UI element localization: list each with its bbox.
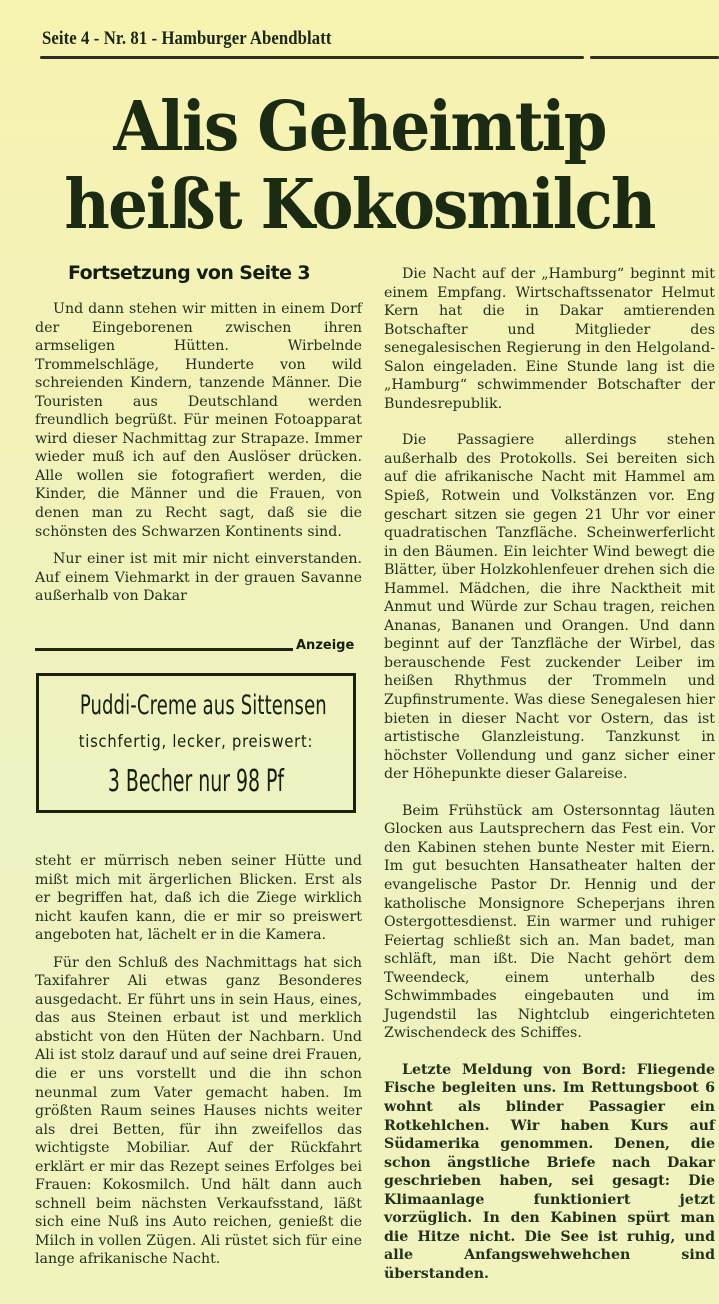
paragraph: Beim Frühstück am Ostersonntag läuten Glocken aus Lautsprechern das Fest ein. Vor den Kabinen stehen bunte Nester mit Eiern. Im gut besuchten Hansatheater halten der evangelische Pastor Dr. Hennig und der katholische Monsignore Scheperjans ihren Ostergottesdienst. Ein warmer und ruhiger Feiertag schließt sich an. Man badet, man schläft, man ißt. Die Nacht gehört dem Tweendeck, einem unterhalb des Schwimmbades eingebauten und im Jugendstil las Nightclub eingerichteten Zwischendeck des Schiffes. xyxy=(384,802,715,1042)
ad-price-line: 3 Becher nur 98 Pf xyxy=(107,764,285,799)
paragraph: steht er mürrisch neben seiner Hütte und mißt mich mit ärgerlichen Blicken. Erst als er begriffen hat, daß ich die Ziege wirklich nicht kaufen kann, die er mir so preiswert angeboten hat, lächelt er in die Kamera. xyxy=(35,853,362,944)
paragraph: Die Passagiere allerdings stehen außerhalb des Protokolls. Sei bereiten sich auf die afrikanische Nacht mit Hammel am Spieß, Rotwein und Volkstänzen vor. Eng geschart sitzen sie gegen 21 Uhr vor einer quadratischen Tanzfläche. Scheinwerferlicht in den Bäumen. Ein leichter Wind bewegt die Blätter, über Holzkohlenfeuer drehen sich die Hammel. Mädchen, die ihre Nacktheit mit Anmut und Würde zur Schau tragen, reichen Ananas, Bananen und Orangen. Und dann beginnt auf der Tanzfläche der Wirbel, das berauschende Fest zuckender Leiber im heißen Rhythmus der Trommeln und Zupfinstrumente. Was diese Senegalesen hier bieten in dieser Nacht vor Ostern, das ist artistische Glanzleistung. Tanzkunst in höchster Vollendung und ganz sicher einer der Höhepunkte dieser Galareise. xyxy=(384,432,715,783)
ad-label: Anzeige xyxy=(296,638,355,653)
headline-line-1: Alis Geheimtip xyxy=(113,87,606,167)
right-column xyxy=(384,265,715,1283)
paragraph: Nur einer ist mit mir nicht einverstanden. Auf einem Viehmarkt in der grauen Savanne außerhalb von Dakar xyxy=(35,551,362,605)
left-column-top xyxy=(35,300,362,606)
masthead-rule xyxy=(40,56,584,59)
last-news-paragraph: Letzte Meldung von Bord: Fliegende Fische begleiten uns. Im Rettungsboot 6 wohnt als blinder Passagier ein Rotkehlchen. Wir haben Kurs auf Südamerika genommen. Denen, die schon ängstliche Briefe nach Dakar geschrieben haben, sei gesagt: Die Klimaanlage funktioniert jetzt vorzüglich. In den Kabinen spürt man die Hitze nicht. Die See ist ruhig, und alle Anfangswehwehchen sind überstanden. xyxy=(384,1061,715,1282)
ad-divider-rule xyxy=(35,648,293,651)
paragraph: Für den Schluß des Nachmittags hat sich Taxifahrer Ali etwas ganz Besonderes ausgedacht. Er führt uns in sein Haus, eines, das aus Steinen erbaut ist und merklich absticht von den Hüten der Nachbarn. Und Ali ist stolz darauf und auf seine drei Frauen, die er uns vorstellt und die ihn schon neunmal zum Vater gemacht haben. Im größten Raum seines Hauses nichts weiter als drei Betten, für ihn zweifellos das wichtigste Mobiliar. Auf der Rückfahrt erklärt er mir das Rezept seines Erfolges bei Frauen: Kokosmilch. Und hält dann auch schnell beim nächsten Verkaufsstand, läßt sich eine Nuß ins Auto reichen, genießt die Milch in vollen Zügen. Ali rüstet sich für eine lange afrikanische Nacht. xyxy=(35,954,362,1268)
ad-slogan-line: tischfertig, lecker, preiswert: xyxy=(78,732,314,752)
advertisement-box xyxy=(36,673,356,813)
ad-product-line: Puddi-Creme aus Sittensen xyxy=(79,690,327,721)
headline xyxy=(0,88,719,244)
subhead: Fortsetzung von Seite 3 xyxy=(68,262,310,284)
masthead: Seite 4 - Nr. 81 - Hamburger Abendblatt xyxy=(42,28,332,49)
left-column-bottom xyxy=(35,852,362,1269)
paragraph: Die Nacht auf der „Hamburg“ beginnt mit einem Empfang. Wirtschaftssenator Helmut Kern hat die in Dakar amtierenden Botschafter und Mitglieder des senegalesischen Regierung in den Helgoland-Salon eingeladen. Eine Stunde lang ist die „Hamburg“ schwimmender Botschafter der Bundesrepublik. xyxy=(384,266,715,412)
headline-line-2: heißt Kokosmilch xyxy=(64,165,655,245)
paragraph: Und dann stehen wir mitten in einem Dorf der Eingeborenen zwischen ihren armseligen Hütten. Wirbelnde Trommelschläge, Hunderte von wild schreienden Kindern, tanzende Männer. Die Touristen aus Deutschland werden freundlich begrüßt. Für meinen Fotoapparat wird dieser Nachmittag zur Strapaze. Immer wieder muß ich auf den Auslöser drücken. Alle wollen sie fotografiert werden, die Kinder, die Männer und die Frauen, von denen man zu Recht sagt, daß sie die schönsten des Schwarzen Kontinents sind. xyxy=(35,301,362,540)
masthead-rule-right xyxy=(590,56,719,59)
